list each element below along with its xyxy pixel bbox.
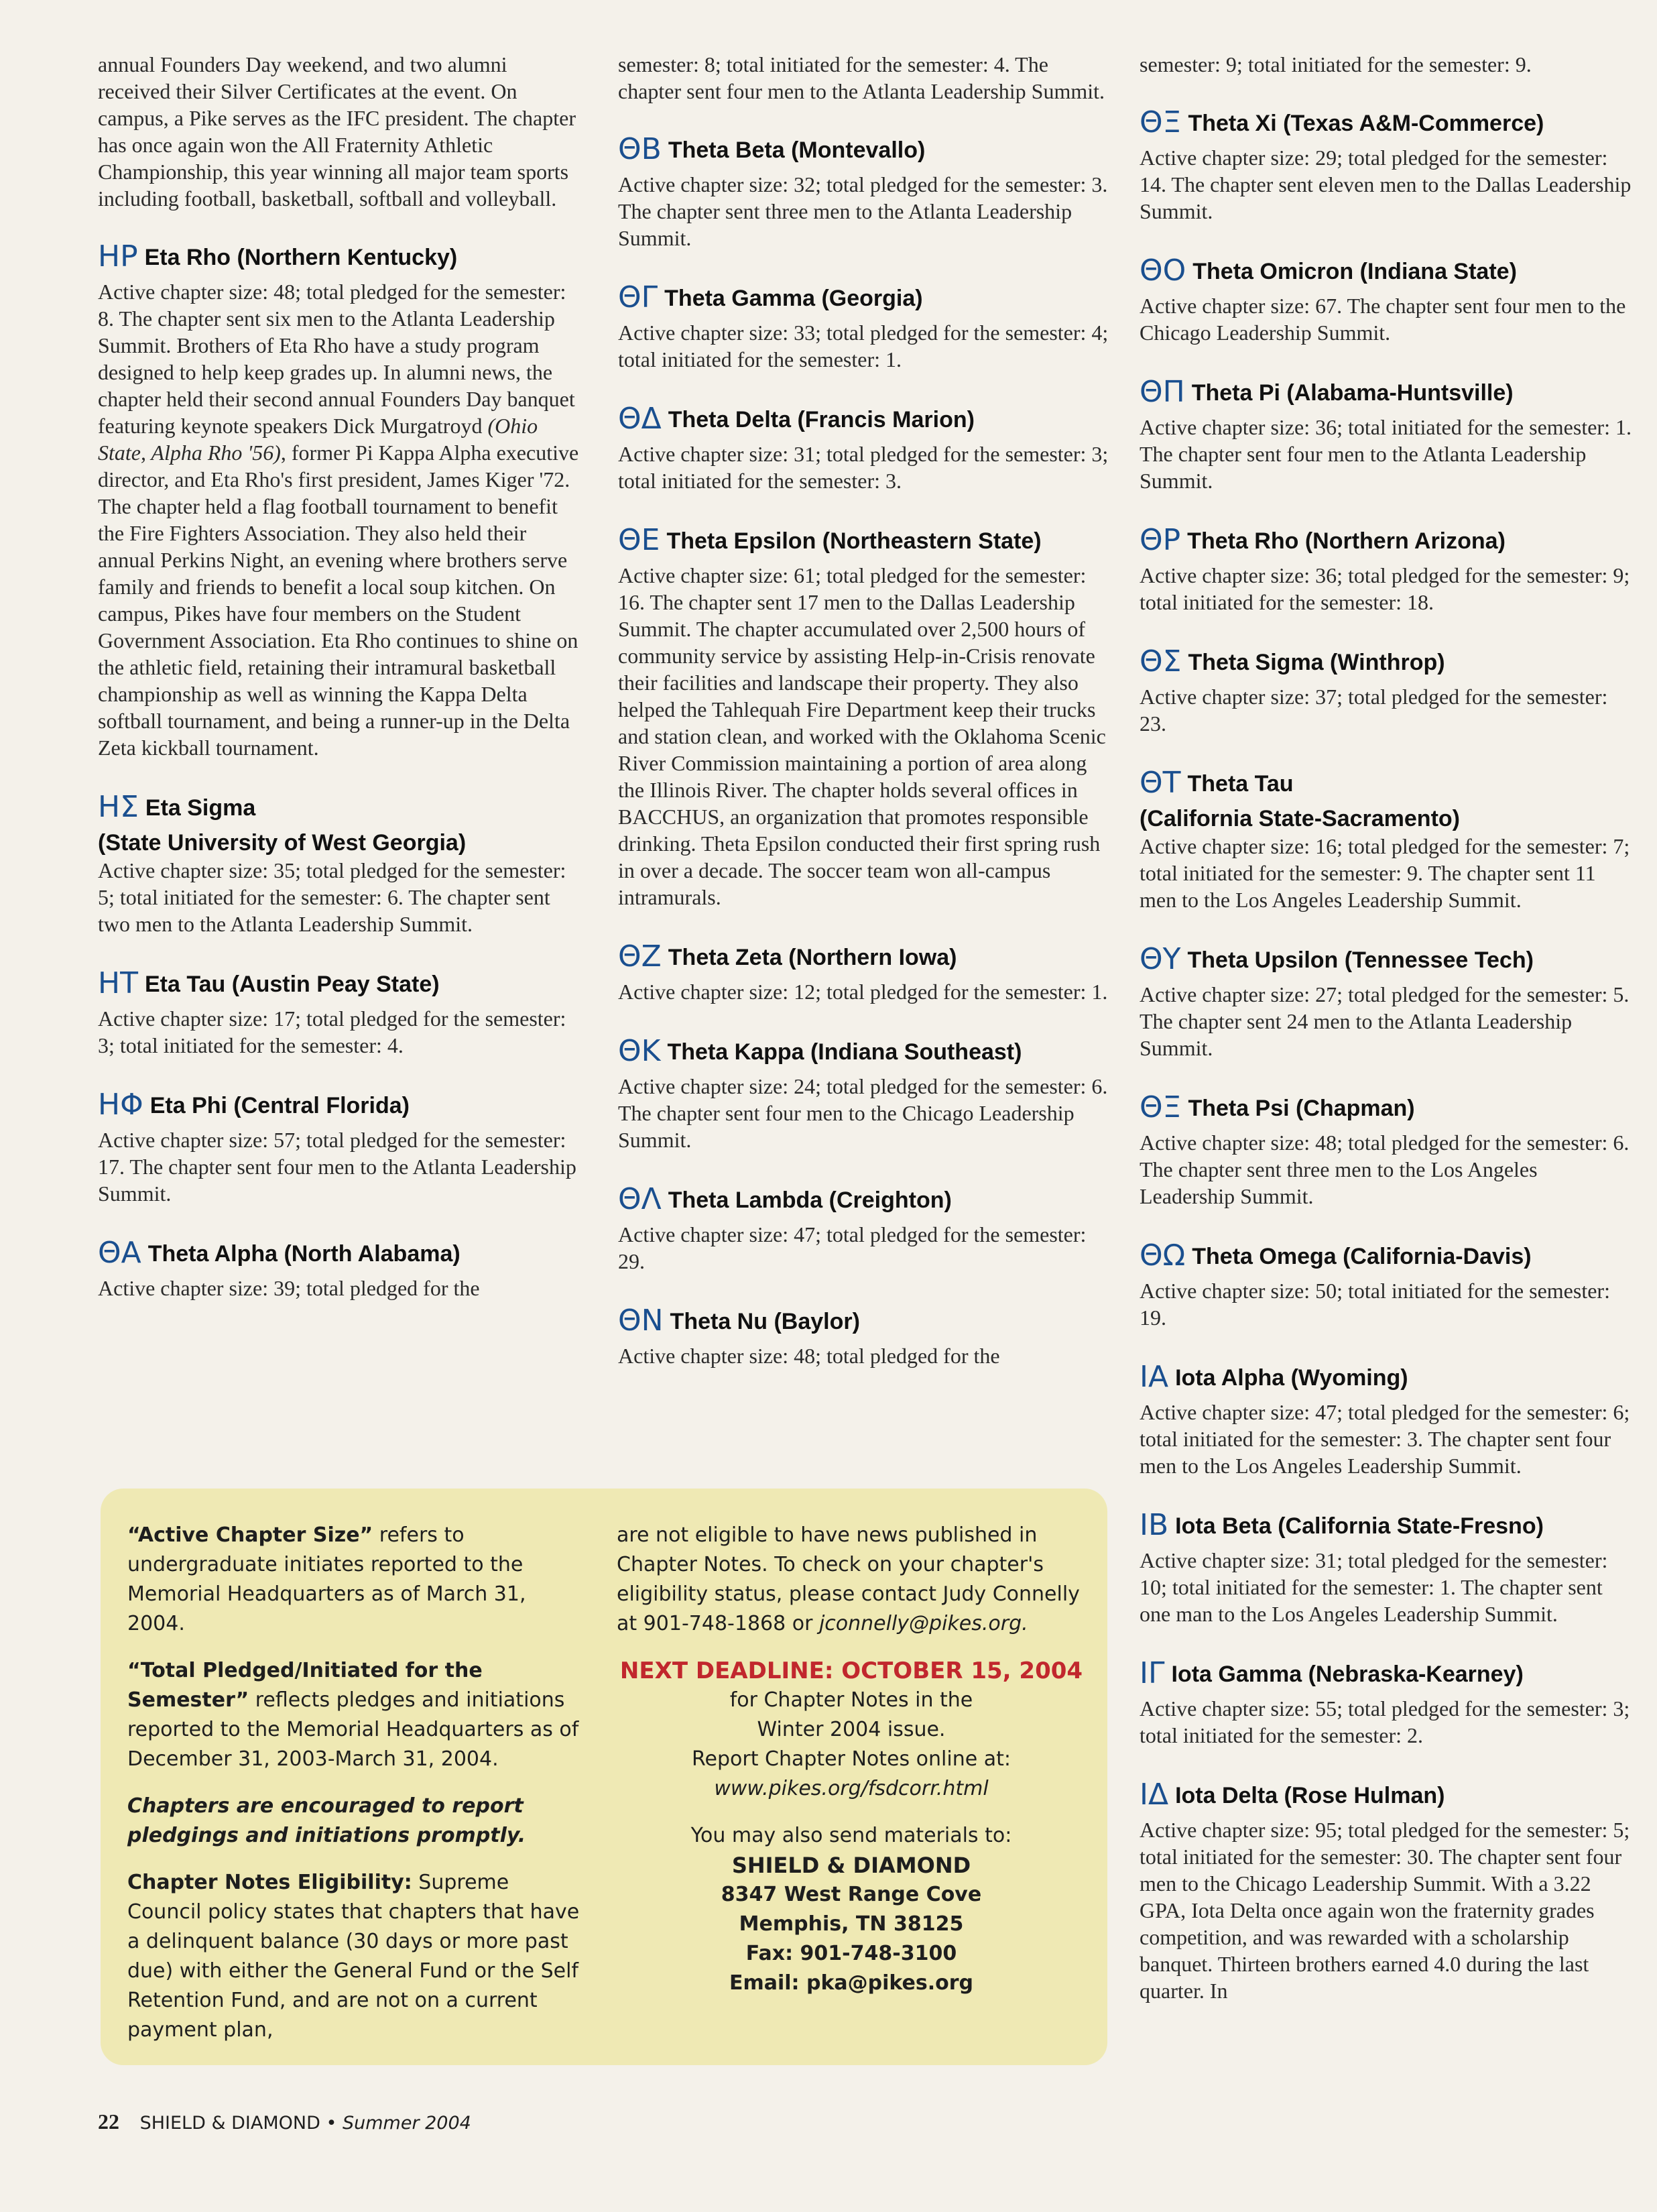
- chapter-name: Theta Delta (Francis Marion): [668, 407, 975, 432]
- chapter-entry: [98, 792, 582, 937]
- greek-letters: ΘΓ: [618, 280, 658, 314]
- chapter-body: Active chapter size: 37; total pledged for the semester: 23.: [1140, 685, 1608, 736]
- page-number: 22: [98, 2109, 119, 2134]
- chapter-name: Theta Kappa (Indiana Southeast): [667, 1039, 1022, 1065]
- chapter-name: Theta Omega (California-Davis): [1192, 1244, 1532, 1269]
- alumni-affiliation: (Ohio State, Alpha Rho '56): [98, 414, 538, 465]
- chapter-body: Active chapter size: 61; total pledged for the semester: 16. The chapter sent 17 men to the Dallas Leadership Summit. The chapter accumulated over 2,500 hours of community service by assisting Help-in-Crisis renovate their facilities and landscape their property. They also helped the Tahlequah Fire Department keep their trucks and station clean, and worked with the Oklahoma Scenic River Commission maintaining a portion of area along the Illinois River. The chapter holds several offices in BACCHUS, an organization that promotes responsible drinking. Theta Epsilon conducted their first spring rush in over a decade. The soccer team won all-campus intramurals.: [618, 563, 1106, 909]
- chapter-body: Active chapter size: 29; total pledged for the semester: 14. The chapter sent eleven men to the Dallas Leadership Summit.: [1140, 145, 1632, 223]
- chapter-heading: [618, 282, 1114, 318]
- greek-letters: ΘΟ: [1140, 253, 1186, 288]
- greek-letters: ΘΤ: [1140, 766, 1181, 800]
- chapter-entry: [98, 241, 582, 761]
- fax-line: Fax: 901-748-3100: [745, 1942, 957, 1965]
- address-line: Memphis, TN 38125: [739, 1912, 964, 1936]
- chapter-body: Active chapter size: 32; total pledged for the semester: 3. The chapter sent three men to the Atlanta Leadership Summit.: [618, 172, 1108, 250]
- chapter-entry: [618, 941, 1114, 1005]
- greek-letters: ΘΛ: [618, 1182, 662, 1216]
- chapter-name: Eta Sigma: [145, 795, 256, 821]
- chapter-body: Active chapter size: 24; total pledged for the semester: 6. The chapter sent four men to the Chicago Leadership Summit.: [618, 1074, 1108, 1152]
- chapter-entry: [618, 1184, 1114, 1275]
- column-1: [98, 51, 582, 1301]
- chapter-heading: [1140, 1780, 1636, 1815]
- chapter-heading: [98, 792, 582, 827]
- page-footer: [98, 2109, 471, 2134]
- chapter-entry: [1140, 1092, 1636, 1210]
- send-materials-intro: You may also send materials to:: [690, 1824, 1012, 1847]
- chapter-entry: [98, 968, 582, 1059]
- chapter-entry: [1140, 377, 1636, 494]
- greek-letters: ΘΩ: [1140, 1238, 1186, 1273]
- chapter-name: Iota Gamma (Nebraska-Kearney): [1171, 1662, 1524, 1687]
- deadline-line: for Chapter Notes in the: [729, 1688, 973, 1712]
- continuation-text: semester: 8; total initiated for the semester: 4. The chapter sent four men to the Atlanta Leadership Summit.: [618, 52, 1105, 103]
- info-box-right: [617, 1521, 1086, 1998]
- report-url-link[interactable]: www.pikes.org/fsdcorr.html: [714, 1777, 989, 1800]
- greek-letters: ΙΒ: [1140, 1508, 1169, 1542]
- column-2: [618, 51, 1114, 1369]
- chapter-body: Active chapter size: 31; total pledged for the semester: 3; total initiated for the semester: 3.: [618, 442, 1109, 493]
- chapter-name: Theta Epsilon (Northeastern State): [666, 528, 1042, 554]
- chapter-body: Active chapter size: 55; total pledged for the semester: 3; total initiated for the semester: 2.: [1140, 1696, 1630, 1747]
- info-box: [101, 1489, 1107, 2065]
- chapter-heading: [618, 1184, 1114, 1220]
- chapter-body: Active chapter size: 67. The chapter sent four men to the Chicago Leadership Summit.: [1140, 294, 1626, 345]
- chapter-entry: [1140, 255, 1636, 346]
- chapter-name: Theta Psi (Chapman): [1188, 1096, 1415, 1121]
- chapter-entry: [618, 525, 1114, 911]
- greek-letters: ΘΕ: [618, 523, 660, 557]
- chapter-entry: [1140, 646, 1636, 737]
- chapter-entry: [1140, 107, 1636, 225]
- chapter-body: Active chapter size: 16; total pledged for the semester: 7; total initiated for the semester: 9. The chapter sent 11 men to the Los Angeles Leadership Summit.: [1140, 834, 1630, 912]
- continuation-text: annual Founders Day weekend, and two alumni received their Silver Certificates at the event. On campus, a Pike serves as the IFC president. The chapter has once again won the All Fraternity Athletic Championship, this year winning all major team sports including football, basketball, softball and volleyball.: [98, 52, 576, 211]
- chapter-entry: [618, 282, 1114, 373]
- chapter-entry: [98, 1238, 582, 1301]
- continuation-text: semester: 9; total initiated for the semester: 9.: [1140, 52, 1532, 76]
- chapter-school: (California State-Sacramento): [1140, 806, 1460, 831]
- chapter-heading: [618, 404, 1114, 439]
- chapter-name: Theta Rho (Northern Arizona): [1187, 528, 1506, 554]
- chapter-name: Theta Nu (Baylor): [670, 1309, 860, 1334]
- chapter-name: Theta Beta (Montevallo): [668, 137, 926, 163]
- chapter-entries: [1140, 107, 1636, 2004]
- chapter-entry: [618, 1305, 1114, 1369]
- issue-label: Summer 2004: [342, 2113, 471, 2134]
- chapter-heading: [98, 968, 582, 1004]
- chapter-heading: [1140, 944, 1636, 980]
- chapter-body: Active chapter size: 17; total pledged for the semester: 3; total initiated for the semester: 4.: [98, 1006, 566, 1057]
- chapter-heading: [98, 1238, 582, 1273]
- chapter-body: Active chapter size: 48; total pledged for the semester: 8. The chapter sent six men to the Atlanta Leadership Summit. Brothers of Eta Rho have a study program designed to help keep grades up. In alumni news, the chapter held their second annual Founders Day banquet featuring keynote speakers Dick Murgatroyd (Ohio State, Alpha Rho '56), former Pi Kappa Alpha executive director, and Eta Rho's first president, James Kiger '72. The chapter held a flag football tournament to benefit the Fire Fighters Association. They also held their annual Perkins Night, an evening where brothers serve family and friends to benefit a local soup kitchen. On campus, Pikes have four members on the Student Government Association. Eta Rho continues to shine on the athletic field, retaining their intramural basketball championship as well as winning the Kappa Delta softball tournament, and being a runner-up in the Delta Zeta kickball tournament.: [98, 280, 579, 760]
- chapter-entry: [1140, 1658, 1636, 1749]
- greek-letters: ΙΑ: [1140, 1360, 1169, 1394]
- chapter-name: Eta Phi (Central Florida): [149, 1093, 410, 1118]
- chapter-heading: [1140, 377, 1636, 412]
- chapter-heading: [1140, 768, 1636, 803]
- greek-letters: ΗΤ: [98, 966, 138, 1000]
- chapter-heading: [1140, 1658, 1636, 1694]
- chapter-name: Theta Sigma (Winthrop): [1188, 650, 1445, 675]
- deadline-line: Report Chapter Notes online at:: [692, 1747, 1011, 1771]
- chapter-entry: [1140, 944, 1636, 1061]
- chapter-body: Active chapter size: 35; total pledged for the semester: 5; total initiated for the semester: 6. The chapter sent two men to the Atlanta Leadership Summit.: [98, 858, 566, 936]
- chapter-heading: [98, 1090, 582, 1125]
- chapter-entry: [1140, 1240, 1636, 1331]
- chapter-entry: [1140, 525, 1636, 616]
- active-chapter-size-definition: “Active Chapter Size” refers to undergraduate initiates reported to the Memorial Headquarters as of March 31, 2004.: [127, 1523, 526, 1635]
- chapter-body: Active chapter size: 12; total pledged for the semester: 1.: [618, 980, 1108, 1004]
- chapter-name: Iota Alpha (Wyoming): [1175, 1365, 1408, 1391]
- greek-letters: ΘΑ: [98, 1236, 141, 1270]
- chapter-body: Active chapter size: 36; total pledged for the semester: 9; total initiated for the semester: 18.: [1140, 563, 1630, 614]
- chapter-body: Active chapter size: 48; total pledged for the semester: 6. The chapter sent three men to the Los Angeles Leadership Summit.: [1140, 1130, 1630, 1208]
- greek-letters: ΘΞ: [1140, 1090, 1182, 1124]
- greek-letters: ΘΒ: [618, 132, 662, 166]
- chapter-entries: [98, 241, 582, 1301]
- chapter-entry: [618, 404, 1114, 494]
- greek-letters: ΘΡ: [1140, 523, 1181, 557]
- chapter-body: Active chapter size: 27; total pledged for the semester: 5. The chapter sent 24 men to the Atlanta Leadership Summit.: [1140, 982, 1630, 1060]
- greek-letters: ΘΠ: [1140, 375, 1185, 409]
- chapter-name: Theta Lambda (Creighton): [668, 1187, 952, 1213]
- chapter-body: Active chapter size: 39; total pledged for the: [98, 1276, 480, 1300]
- greek-letters: ΘΚ: [618, 1034, 661, 1068]
- eligibility-policy-cont: are not eligible to have news published in Chapter Notes. To check on your chapter's eligibility status, please contact Judy Connelly at 901-748-1868 or jconnelly@pikes.org.: [617, 1523, 1080, 1635]
- chapter-body: Active chapter size: 48; total pledged for the: [618, 1344, 1000, 1368]
- chapter-entries: [618, 134, 1114, 1369]
- chapter-heading: [98, 241, 582, 277]
- chapter-entry: [618, 134, 1114, 251]
- publication-name: SHIELD & DIAMOND •: [139, 2113, 337, 2134]
- chapter-heading: [618, 134, 1114, 170]
- chapter-heading: [1140, 525, 1636, 561]
- chapter-name: Theta Pi (Alabama-Huntsville): [1191, 380, 1514, 406]
- chapter-body: Active chapter size: 36; total initiated for the semester: 1. The chapter sent four men to the Atlanta Leadership Summit.: [1140, 415, 1632, 493]
- chapter-heading: [1140, 1092, 1636, 1128]
- greek-letters: ΗΦ: [98, 1088, 143, 1122]
- column-3: [1140, 51, 1636, 2004]
- chapter-heading: [1140, 1362, 1636, 1397]
- chapter-heading: [1140, 646, 1636, 682]
- chapter-name: Theta Alpha (North Alabama): [147, 1241, 461, 1267]
- chapter-school: (State University of West Georgia): [98, 830, 467, 856]
- greek-letters: ΘΔ: [618, 402, 662, 436]
- chapter-heading: [618, 1305, 1114, 1341]
- chapter-body: Active chapter size: 57; total pledged for the semester: 17. The chapter sent four men to the Atlanta Leadership Summit.: [98, 1128, 576, 1206]
- chapter-heading: [1140, 1240, 1636, 1276]
- contact-email[interactable]: jconnelly@pikes.org.: [818, 1612, 1028, 1635]
- chapter-heading: [1140, 1510, 1636, 1546]
- chapter-name: Iota Delta (Rose Hulman): [1175, 1783, 1445, 1808]
- email-link[interactable]: Email: pka@pikes.org: [729, 1971, 974, 1995]
- eligibility-policy: Chapter Notes Eligibility: Supreme Council policy states that chapters that have a delinquent balance (30 days or more past due) with either the General Fund or the Self Retention Fund, and are not on a current payment plan,: [127, 1871, 580, 2042]
- total-pledged-definition: “Total Pledged/Initiated for the Semester” reflects pledges and initiations reported to the Memorial Headquarters as of December 31, 2003-March 31, 2004.: [127, 1659, 579, 1771]
- chapter-entry: [1140, 768, 1636, 913]
- chapter-heading: [618, 525, 1114, 561]
- chapter-name: Theta Xi (Texas A&M-Commerce): [1188, 111, 1544, 136]
- greek-letters: ΘΝ: [618, 1303, 664, 1338]
- greek-letters: ΘΣ: [1140, 644, 1182, 679]
- address-line: 8347 West Range Cove: [721, 1883, 982, 1906]
- report-encouragement: Chapters are encouraged to report pledgings and initiations promptly.: [127, 1794, 526, 1847]
- chapter-name: Eta Rho (Northern Kentucky): [144, 245, 458, 270]
- chapter-name: Theta Upsilon (Tennessee Tech): [1187, 947, 1534, 973]
- greek-letters: ΙΓ: [1140, 1656, 1165, 1690]
- chapter-entry: [618, 1036, 1114, 1153]
- greek-letters: ΘΞ: [1140, 105, 1182, 139]
- greek-letters: ΗΡ: [98, 239, 138, 274]
- chapter-entry: [1140, 1780, 1636, 2004]
- deadline-line: Winter 2004 issue.: [757, 1718, 946, 1741]
- chapter-body: Active chapter size: 47; total pledged for the semester: 6; total initiated for the semester: 3. The chapter sent four men to the Los Angeles Leadership Summit.: [1140, 1400, 1630, 1478]
- chapter-name: Theta Gamma (Georgia): [664, 286, 923, 311]
- chapter-name: Eta Tau (Austin Peay State): [144, 972, 440, 997]
- chapter-body: Active chapter size: 50; total initiated for the semester: 19.: [1140, 1279, 1610, 1330]
- next-deadline: NEXT DEADLINE: OCTOBER 15, 2004: [619, 1657, 1083, 1684]
- chapter-name: Theta Tau: [1187, 771, 1294, 797]
- chapter-name: Theta Omicron (Indiana State): [1192, 259, 1517, 284]
- chapter-heading: [618, 1036, 1114, 1071]
- chapter-entry: [1140, 1510, 1636, 1627]
- greek-letters: ΙΔ: [1140, 1778, 1169, 1812]
- chapter-entry: [98, 1090, 582, 1207]
- chapter-heading: [1140, 255, 1636, 291]
- chapter-name: Theta Zeta (Northern Iowa): [668, 945, 957, 970]
- greek-letters: ΗΣ: [98, 790, 139, 824]
- chapter-body: Active chapter size: 33; total pledged for the semester: 4; total initiated for the semester: 1.: [618, 321, 1109, 371]
- address-line: SHIELD & DIAMOND: [731, 1853, 971, 1878]
- greek-letters: ΘΖ: [618, 939, 662, 974]
- chapter-name: Iota Beta (California State-Fresno): [1175, 1513, 1544, 1539]
- chapter-body: Active chapter size: 31; total pledged for the semester: 10; total initiated for the semester: 1. The chapter sent one man to the Los Angeles Leadership Summit.: [1140, 1548, 1608, 1626]
- chapter-entry: [1140, 1362, 1636, 1479]
- chapter-heading: [1140, 107, 1636, 143]
- greek-letters: ΘΥ: [1140, 942, 1181, 976]
- chapter-body: Active chapter size: 95; total pledged for the semester: 5; total initiated for the semester: 30. The chapter sent four men to the Chicago Leadership Summit. With a 3.22 GPA, Iota Delta once again won the fraternity grades competition, and was rewarded with a scholarship banquet. Thirteen brothers earned 4.0 during the last quarter. In: [1140, 1818, 1630, 2003]
- chapter-heading: [618, 941, 1114, 977]
- chapter-body: Active chapter size: 47; total pledged for the semester: 29.: [618, 1222, 1087, 1273]
- info-box-left: [127, 1521, 583, 2062]
